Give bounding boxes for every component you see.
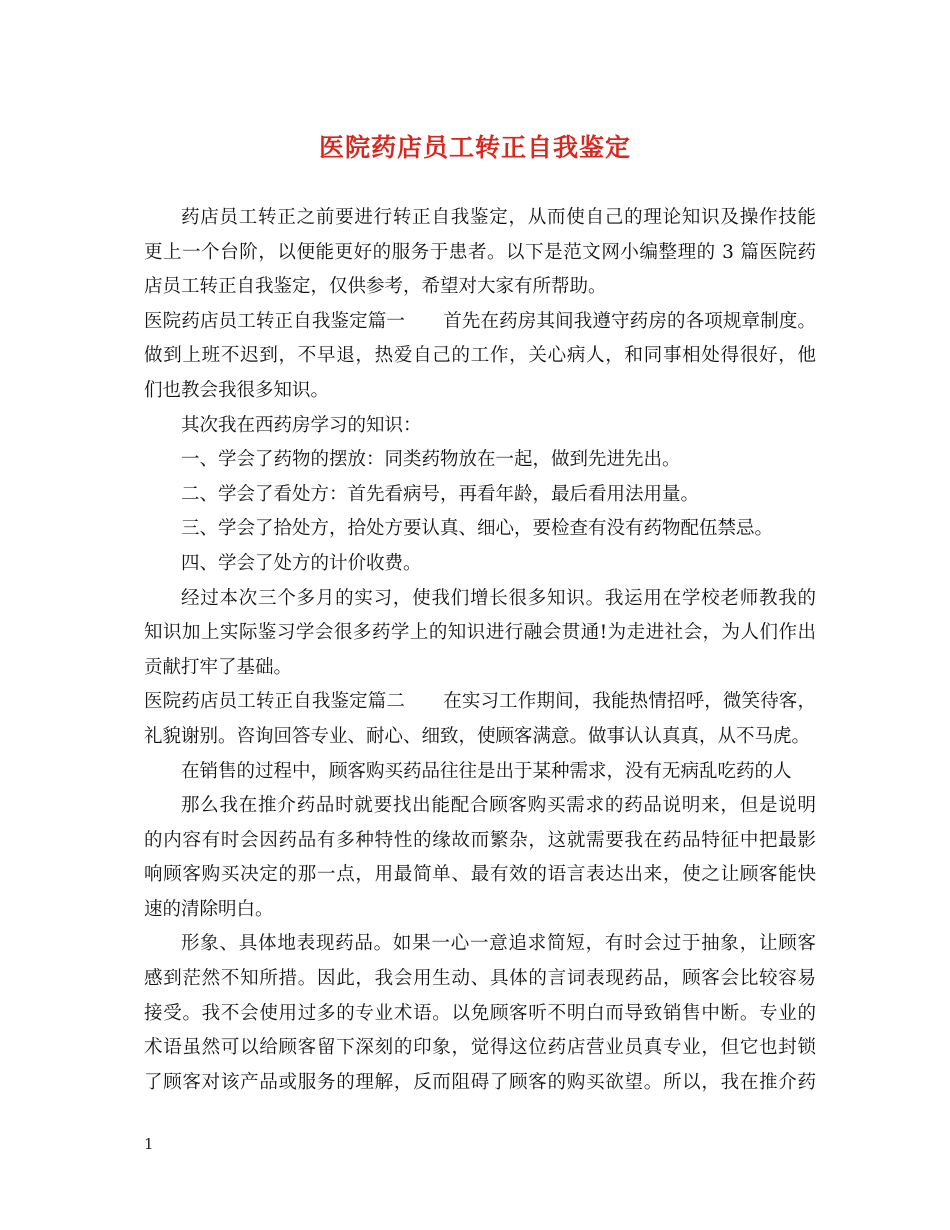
paragraph-line: 术语虽然可以给顾客留下深刻的印象，觉得这位药店营业员真专业，但它也封锁 [144,1037,816,1059]
paragraph-line: 其次我在西药房学习的知识： [181,414,422,436]
paragraph-line: 更上一个台阶，以便能更好的服务于患者。以下是范文网小编整理的 3 篇医院药 [144,241,816,263]
section-heading: 医院药店员工转正自我鉴定篇一 [144,310,406,332]
paragraph-line: 药店员工转正之前要进行转正自我鉴定，从而使自己的理论知识及操作技能 [181,207,816,228]
paragraph-line: 接受。我不会使用过多的专业术语。以免顾客听不明白而导致销售中断。专业的 [144,1002,816,1024]
paragraph-line: 响顾客购买决定的那一点，用最简单、最有效的语言表达出来，使之让顾客能快 [144,864,816,886]
paragraph-line: 店员工转正自我鉴定，仅供参考，希望对大家有所帮助。 [144,276,607,298]
paragraph-line: 在销售的过程中，顾客购买药品往往是出于某种需求，没有无病乱吃药的人 [181,760,792,782]
list-item: 二、学会了看处方：首先看病号，再看年龄，最后看用法用量。 [181,483,700,505]
paragraph-line: 经过本次三个多月的实习，使我们增长很多知识。我运用在学校老师教我的 [181,587,816,609]
paragraph-line: 礼貌谢别。咨询回答专业、耐心、细致，使顾客满意。做事认认真真，从不马虎。 [144,725,811,747]
page-number: 1 [144,1135,154,1153]
section-heading-line [144,305,816,340]
list-item: 三、学会了拾处方，拾处方要认真、细心，要检查有没有药物配伍禁忌。 [181,518,774,540]
paragraph-line: 形象、具体地表现药品。如果一心一意追求简短，有时会过于抽象，让顾客 [181,933,816,955]
paragraph-line: 知识加上实际鉴习学会很多药学上的知识进行融会贯通!为走进社会，为人们作出 [144,622,816,644]
paragraph-line: 那么我在推介药品时就要找出能配合顾客购买需求的药品说明来，但是说明 [181,795,816,817]
paragraph-line: 的内容有时会因药品有多种特性的缘故而繁杂，这就需要我在药品特征中把最影 [144,829,816,851]
document-title: 医院药店员工转正自我鉴定 [318,133,631,162]
paragraph-line: 贡献打牢了基础。 [144,656,293,678]
section-heading: 医院药店员工转正自我鉴定篇二 [144,691,406,713]
list-item: 四、学会了处方的计价收费。 [181,552,422,574]
paragraph-line: 了顾客对该产品或服务的理解，反而阻碍了顾客的购买欲望。所以，我在推介药 [144,1071,816,1093]
paragraph-line: 们也教会我很多知识。 [144,379,330,401]
paragraph-line: 速的清除明白。 [144,898,274,920]
list-item: 一、学会了药物的摆放：同类药物放在一起，做到先进先出。 [181,449,681,471]
document-body [144,201,816,1100]
section-first-sentence: 在实习工作期间，我能热情招呼，微笑待客， [443,691,816,713]
section-first-sentence: 首先在药房其间我遵守药房的各项规章制度。 [443,310,816,332]
paragraph-line: 做到上班不迟到，不早退，热爱自己的工作，关心病人，和同事相处得很好，他 [144,345,816,367]
paragraph-line: 感到茫然不知所措。因此，我会用生动、具体的言词表现药品，顾客会比较容易 [144,968,816,990]
section-heading-line [144,685,816,720]
